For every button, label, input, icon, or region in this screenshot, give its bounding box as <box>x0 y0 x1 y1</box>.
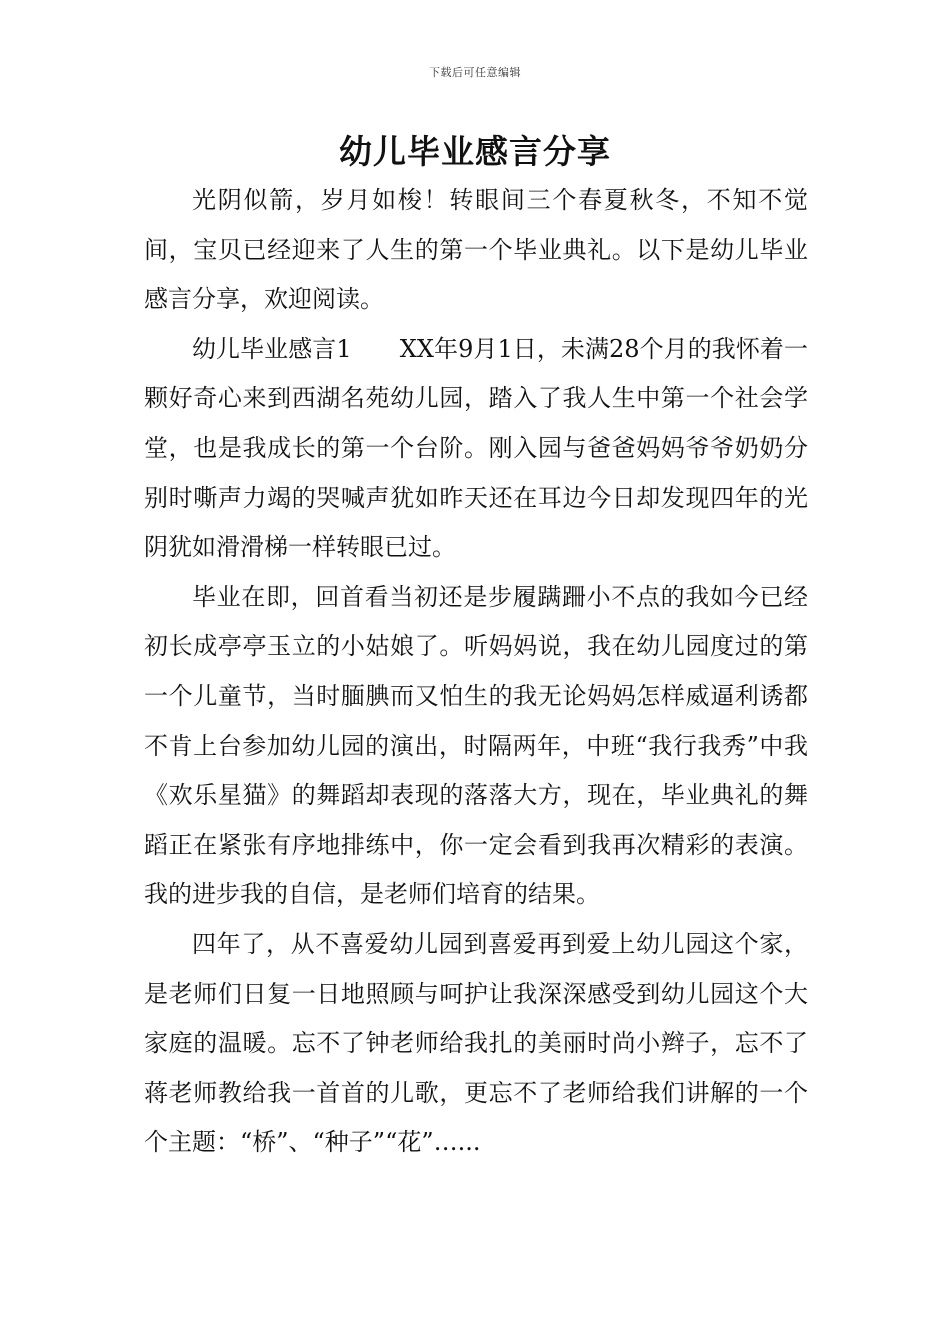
paragraph-3: 四年了，从不喜爱幼儿园到喜爱再到爱上幼儿园这个家，是老师们日复一日地照顾与呵护让我深深感受到幼儿园这个大家庭的温暖。忘不了钟老师给我扎的美丽时尚小辫子，忘不了蒋老师教给我一首首的儿歌，更忘不了老师给我们讲解的一个个主题：“桥”、“种子”“花”…... <box>144 929 808 1157</box>
document-body <box>144 176 808 1168</box>
paragraph-1: 幼儿毕业感言1 XX年9月1日，未满28个月的我怀着一颗好奇心来到西湖名苑幼儿园，踏入了我人生中第一个社会学堂，也是我成长的第一个台阶。刚入园与爸爸妈妈爷爷奶奶分别时嘶声力竭的哭喊声犹如昨天还在耳边今日却发现四年的光阴犹如滑滑梯一样转眼已过。 <box>144 334 808 562</box>
paragraph-2: 毕业在即，回首看当初还是步履蹒跚小不点的我如今已经初长成亭亭玉立的小姑娘了。听妈妈说，我在幼儿园度过的第一个儿童节，当时腼腆而又怕生的我无论妈妈怎样威逼利诱都不肯上台参加幼儿园的演出，时隔两年，中班“我行我秀”中我《欢乐星猫》的舞蹈却表现的落落大方，现在，毕业典礼的舞蹈正在紧张有序地排练中，你一定会看到我再次精彩的表演。我的进步我的自信，是老师们培育的结果。 <box>144 582 808 909</box>
paragraph-intro: 光阴似箭，岁月如梭！转眼间三个春夏秋冬，不知不觉间，宝贝已经迎来了人生的第一个毕业典礼。以下是幼儿毕业感言分享，欢迎阅读。 <box>144 186 808 314</box>
document-title: 幼儿毕业感言分享 <box>339 132 611 171</box>
header-note: 下载后可任意编辑 <box>429 66 521 79</box>
